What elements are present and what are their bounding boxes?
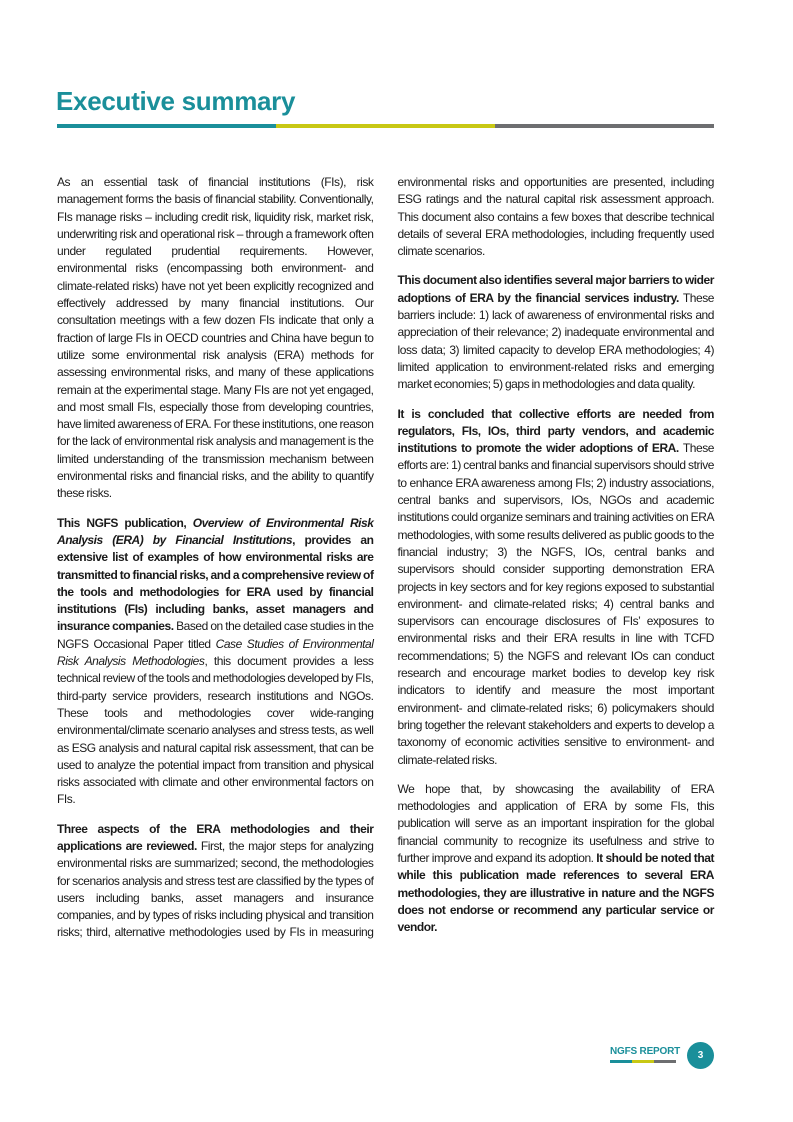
paragraph-text: These barriers include: 1) lack of awareness of environmental risks and appreciation of their relevance; 2) inadequate environmental and loss data; 3) limited capacity to develop ERA methodologies; 4) limited application to environment-related risks and emerging market economies; 5) gaps in methodologies and data quality. — [397, 290, 715, 392]
paragraph-text: Based on the detailed case studies in the NGFS Occasional Paper titled — [57, 619, 374, 651]
disclaimer-text: It should be noted that while this publication made references to several ERA methodologies, they are illustrative in nature and the NGFS does not endorse or recommend any particular service or vendor. — [397, 850, 715, 935]
rule-segment-gray — [495, 124, 714, 128]
paragraph-intro — [57, 174, 374, 503]
paragraph-text: First, the major steps for analyzing environmental risks are summarized; second, the methodologies for scenarios analysis and stress test are classified by the types of users including banks, asset managers and insurance companies, and by types of risks including physical and transition risks; third, alternative methodologies used by FIs in measuring environmental risks and opportunities are presented, including ESG ratings and the natural capital risk assessment approach. This document also contains a few boxes that describe technical details of several ERA methodologies, including frequently used climate scenarios. — [57, 175, 714, 940]
paragraph-text: We hope that, by showcasing the availability of ERA methodologies and application of ERA by some FIs, this publication will serve as an important inspiration for the global financial community to recognize its usefulness and strive to further improve and expand its adoption. — [397, 781, 714, 865]
paragraph-text: As an essential task of financial institutions (FIs), risk management forms the basis of financial stability. Conventionally, FIs manage risks – including credit risk, liquidity risk, market risk, underwriting risk and operational risk – through a framework often under regulated prudential requirements. However, environmental risks (encompassing both environment- and climate-related risks) have not yet been explicitly recognized and effectively addressed by many financial institutions. Our consultation meetings with a few dozen FIs indicate that only a fraction of large FIs in OECD countries and China have begun to utilize some environmental risk analysis (ERA) methods for assessing environmental risks, and many of these applications remain at the experimental stage. Many FIs are not yet engaged, and most small FIs, especially those from developing countries, have limited awareness of ERA. For these institutions, one reason for the lack of environmental risk analysis and management is the limited understanding of the transmission mechanism between environmental risks and financial risks, and the ability to quantify these risks. — [57, 175, 374, 501]
bold-text: Three aspects of the ERA methodologies and their applications are reviewed. — [57, 821, 374, 853]
footer-rule — [610, 1060, 676, 1063]
page-number-badge: 3 — [687, 1042, 714, 1069]
title-rule — [57, 124, 714, 128]
page-title: Executive summary — [56, 86, 296, 116]
bold-text: It is concluded that collective efforts are needed from regulators, FIs, IOs, third party vendors, and academic institutions to promote the wider adoptions of ERA. — [397, 406, 714, 456]
rule-segment-yellow — [632, 1060, 654, 1063]
publication-title: Overview of Environmental Risk Analysis (ERA) by Financial Institutions — [57, 515, 374, 547]
paragraph-text: , this document provides a less technical review of the tools and methodologies developed by FIs, third-party service providers, research institutions and NGOs. These tools and methodologies cover wide-ranging environmental/climate scenario analyses and stress tests, as well as ESG analysis and natural capital risk assessment, that can be used to analyze the potential impact from transition and physical risks associated with climate and other environmental factors on FIs. — [57, 654, 374, 807]
rule-segment-gray — [654, 1060, 676, 1063]
rule-segment-teal — [610, 1060, 632, 1063]
paragraph-text: These efforts are: 1) central banks and financial supervisors should strive to enhance ERA awareness among FIs; 2) industry associations, central banks and supervisors, IOs, NGOs and academic institutions could organize seminars and training activities on ERA methodologies, with some results delivered as public goods to the financial industry; 3) the NGFS, IOs, central banks and supervisors should consider supporting demonstration ERA projects in key sectors and for key regions exposed to substantial environment- and climate-related risks; 4) central banks and supervisors can encourage disclosures of FIs’ exposures to environmental risks and their ERA results in line with TCFD recommendations; 5) the NGFS and relevant IOs can conduct research and encourage market bodies to develop key risk indicators to identify and measure the most important environment- and climate-related risks; 6) policymakers should bring together the relevant stakeholders and experts to develop a taxonomy of economic activities sensitive to environment- and climate-related risks. — [397, 441, 714, 767]
summary-body — [57, 174, 714, 942]
rule-segment-yellow — [276, 124, 495, 128]
bold-text: This document also identifies several major barriers to wider adoptions of ERA by the financial services industry. — [397, 273, 714, 305]
paragraph-publication — [57, 515, 374, 809]
paragraph-barriers — [398, 272, 715, 393]
bold-text: This NGFS publication, — [57, 515, 193, 530]
bold-text: , provides an extensive list of examples of how environmental risks are transmitted to financial risks, and a comprehensive review of the tools and methodologies for ERA used by financial institutions (FIs) including banks, asset managers and insurance companies. — [57, 532, 374, 634]
occasional-paper-title: Case Studies of Environmental Risk Analysis Methodologies — [57, 636, 374, 669]
footer-report-label: NGFS REPORT — [610, 1046, 681, 1057]
paragraph-closing — [398, 781, 715, 937]
paragraph-conclusion — [398, 406, 715, 769]
rule-segment-teal — [57, 124, 276, 128]
